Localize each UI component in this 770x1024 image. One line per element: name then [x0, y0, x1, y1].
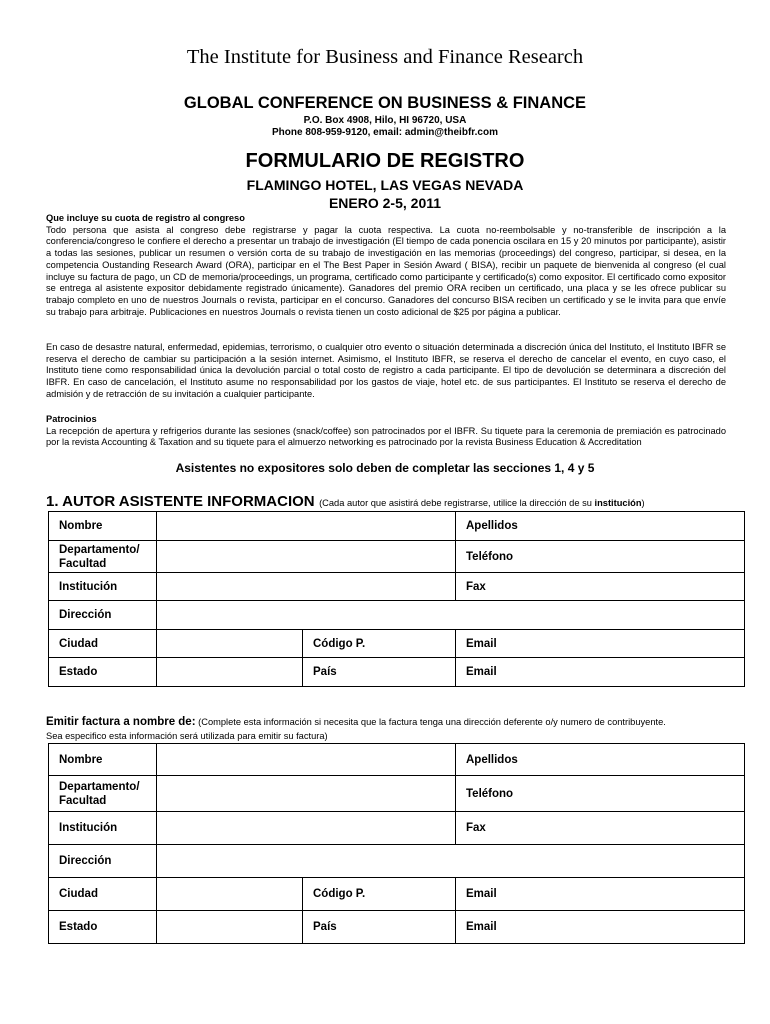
invoice-direccion-label: Dirección	[49, 845, 157, 878]
apellidos-field[interactable]	[456, 512, 745, 541]
invoice-estado-field[interactable]	[157, 911, 303, 944]
telefono-field[interactable]	[456, 541, 745, 573]
form-title: FORMULARIO DE REGISTRO	[245, 150, 525, 172]
departamento-label-line2: Facultad	[59, 557, 107, 570]
email-label: Email	[466, 637, 497, 650]
invoice-email-field[interactable]	[456, 878, 745, 911]
ciudad-field[interactable]	[157, 630, 303, 658]
ciudad-label: Ciudad	[49, 630, 157, 658]
sponsors-paragraph: La recepción de apertura y refrigerios durante las sesiones (snack/coffee) son patrocinados por el IBFR. Su tiquete para la ceremonia de premiación es patrocinado por la revista Accounting & Taxation and su tiquete para el almuerzo networking es patrocinado por la revista Business Education & Accreditation	[46, 425, 726, 448]
institucion-field[interactable]	[157, 573, 456, 601]
conference-title: GLOBAL CONFERENCE ON BUSINESS & FINANCE	[183, 94, 587, 112]
fee-paragraph: Todo persona que asista al congreso debe registrarse y pagar la cuota respectiva. La cuota no-reembolsable y no-transferible de inscripción a la conferencia/congreso le confiere el derecho a presentar un trabajo de investigación (El tiempo de cada ponencia oscilara en 15 y 20 minutos por participante), asistir a todas las sesiones, publicar un resumen o versión corta de su trabajo de investigación en las memorias (proceedings) del congreso, participar, si desea, en la competencia Oustanding Research Award (ORA), participar en el The Best Paper in Sesión Award ( BISA), recibir un paquete de bienvenida al congreso (el cual incluye su factura de pago, un CD de memoria/proceedings, un programa, certificado como participante y certificado(s) como expositor. El certificado como expositor se entrega al asistente expositor debidamente registrado únicamente). Ganadores del premio ORA reciben un certificado, una placa y se les ofrece publicar su trabajo completo en uno de nuestros Journals o revista, participar en el concurso. Ganadores del concurso BISA reciben un certificado y se le invita para que envíe su trabajo para arbitraje. Publicaciones en nuestros Journals o revista tienen un costo adicional de $25 por página a publicar.	[46, 224, 726, 317]
non-presenter-notice: Asistentes no expositores solo deben de completar las secciones 1, 4 y 5	[175, 461, 595, 475]
disaster-paragraph: En caso de desastre natural, enfermedad, epidemias, terrorismo, o cualquier otro evento o situación determinada a discreción única del Instituto, el Instituto IBFR se reserva el derecho de cambiar su participación a la sesión internet. Asimismo, el Instituto IBFR, se reserva el derecho de cancelar el evento, en cuyo caso, el Instituto tiene como responsabilidad única la devolución parcial o total costo de registro a cada participante. El tipo de devolución se determinara a discreción del IBFR. En caso de cancelación, el Instituto asume no responsabilidad por los gastos de viaje, hotel etc. de sus participantes. El Instituto se reserva el derecho de admisión y de retracción de su invitación a cualquier participante.	[46, 342, 726, 399]
invoice-email-field-2[interactable]	[456, 911, 745, 944]
email-field-2[interactable]	[456, 658, 745, 687]
invoice-departamento-field[interactable]	[157, 776, 456, 812]
fee-heading: Que incluye su cuota de registro al congreso	[46, 213, 245, 223]
invoice-ciudad-field[interactable]	[157, 878, 303, 911]
invoice-nombre-label: Nombre	[49, 744, 157, 776]
invoice-apellidos-field[interactable]	[456, 744, 745, 776]
section-1-heading: 1. AUTOR ASISTENTE INFORMACION	[46, 493, 315, 510]
email-field[interactable]	[456, 630, 745, 658]
pais-field[interactable]	[303, 658, 456, 687]
invoice-institucion-label: Institución	[49, 812, 157, 845]
section-1-title	[46, 493, 645, 511]
departamento-field[interactable]	[157, 541, 456, 573]
invoice-ciudad-label: Ciudad	[49, 878, 157, 911]
section-1-note-bold: institución	[594, 498, 642, 508]
invoice-institucion-field[interactable]	[157, 812, 456, 845]
invoice-subnote: Sea especifico esta información será utilizada para emitir su factura)	[46, 731, 328, 741]
section-1-note-prefix: (Cada autor que asistirá debe registrarse, utilice la dirección de su	[319, 498, 595, 508]
fee-section	[46, 213, 726, 318]
email-label-2: Email	[466, 666, 497, 678]
fax-label: Fax	[466, 580, 486, 593]
invoice-codigo-postal-label: Código P.	[313, 888, 366, 900]
institute-name: The Institute for Business and Finance Research	[186, 46, 584, 68]
sponsors-section	[46, 414, 726, 449]
invoice-info-table	[48, 743, 745, 944]
invoice-estado-label: Estado	[49, 911, 157, 944]
fax-field[interactable]	[456, 573, 745, 601]
pais-label: País	[313, 666, 337, 678]
invoice-fax-label: Fax	[466, 822, 486, 834]
departamento-label	[49, 541, 157, 573]
invoice-departamento-line1: Departamento/	[59, 780, 140, 793]
departamento-label-line1: Departamento/	[59, 543, 140, 556]
invoice-telefono-field[interactable]	[456, 776, 745, 812]
invoice-note: (Complete esta información si necesita que la factura tenga una dirección deferente o/y numero de contribuyente.	[195, 717, 666, 727]
invoice-apellidos-label: Apellidos	[466, 753, 518, 766]
sponsors-heading: Patrocinios	[46, 414, 97, 424]
invoice-departamento-label	[49, 776, 157, 812]
apellidos-label: Apellidos	[466, 520, 518, 532]
invoice-pais-label: País	[313, 921, 337, 933]
institucion-label: Institución	[49, 573, 157, 601]
codigo-postal-field[interactable]	[303, 630, 456, 658]
invoice-email-label: Email	[466, 888, 497, 900]
event-dates: ENERO 2-5, 2011	[328, 195, 442, 211]
section-1-note-suffix: )	[641, 498, 645, 508]
nombre-field[interactable]	[157, 512, 456, 541]
estado-label: Estado	[49, 658, 157, 687]
invoice-title	[46, 716, 666, 728]
invoice-nombre-field[interactable]	[157, 744, 456, 776]
codigo-postal-label: Código P.	[313, 637, 366, 650]
estado-field[interactable]	[157, 658, 303, 687]
author-info-table	[48, 511, 745, 687]
nombre-label: Nombre	[49, 512, 157, 541]
postal-address: P.O. Box 4908, Hilo, HI 96720, USA	[303, 115, 467, 126]
invoice-lead: Emitir factura a nombre de:	[46, 716, 196, 728]
telefono-label: Teléfono	[466, 550, 514, 563]
direccion-field[interactable]	[157, 601, 745, 630]
direccion-label: Dirección	[49, 601, 157, 630]
invoice-pais-field[interactable]	[303, 911, 456, 944]
invoice-telefono-label: Teléfono	[466, 787, 514, 800]
contact-line: Phone 808-959-9120, email: admin@theibfr.com	[272, 127, 498, 138]
invoice-departamento-line2: Facultad	[59, 794, 107, 807]
venue: FLAMINGO HOTEL, LAS VEGAS NEVADA	[246, 177, 524, 193]
invoice-codigo-postal-field[interactable]	[303, 878, 456, 911]
section-1-note	[319, 498, 645, 508]
invoice-fax-field[interactable]	[456, 812, 745, 845]
invoice-direccion-field[interactable]	[157, 845, 745, 878]
invoice-email-label-2: Email	[466, 921, 497, 933]
